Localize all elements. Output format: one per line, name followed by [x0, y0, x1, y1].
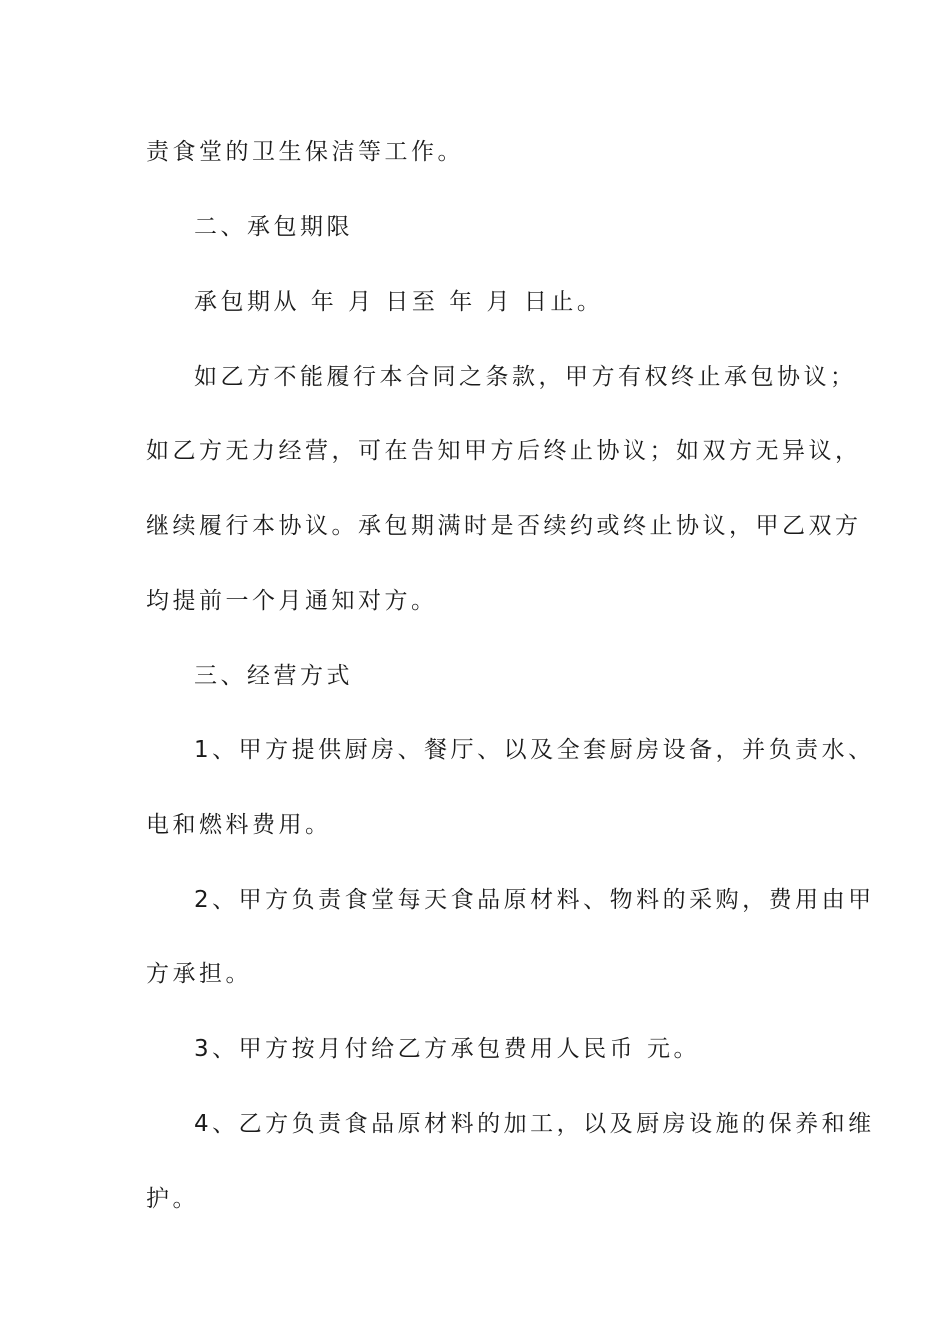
- text-line: 1、甲方提供厨房、餐厅、以及全套厨房设备，并负责水、: [194, 737, 875, 763]
- text-line: 承包期从 年 月 日至 年 月 日止。: [194, 289, 604, 315]
- text-line: 方承担。: [146, 961, 252, 987]
- text-line: 继续履行本协议。承包期满时是否续约或终止协议，甲乙双方: [146, 513, 862, 539]
- section-heading: 二、承包期限: [194, 214, 353, 240]
- text-line: 4、乙方负责食品原材料的加工，以及厨房设施的保养和维: [194, 1111, 875, 1137]
- text-line: 2、甲方负责食堂每天食品原材料、物料的采购，费用由甲: [194, 887, 875, 913]
- text-line: 均提前一个月通知对方。: [146, 588, 438, 614]
- text-line: 如乙方无力经营，可在告知甲方后终止协议；如双方无异议，: [146, 438, 862, 464]
- text-line: 责食堂的卫生保洁等工作。: [146, 139, 464, 165]
- text-line: 电和燃料费用。: [146, 812, 332, 838]
- text-line: 护。: [146, 1186, 199, 1212]
- section-heading: 三、经营方式: [194, 663, 353, 689]
- text-line: 3、甲方按月付给乙方承包费用人民币 元。: [194, 1036, 700, 1062]
- text-line: 如乙方不能履行本合同之条款，甲方有权终止承包协议；: [194, 364, 857, 390]
